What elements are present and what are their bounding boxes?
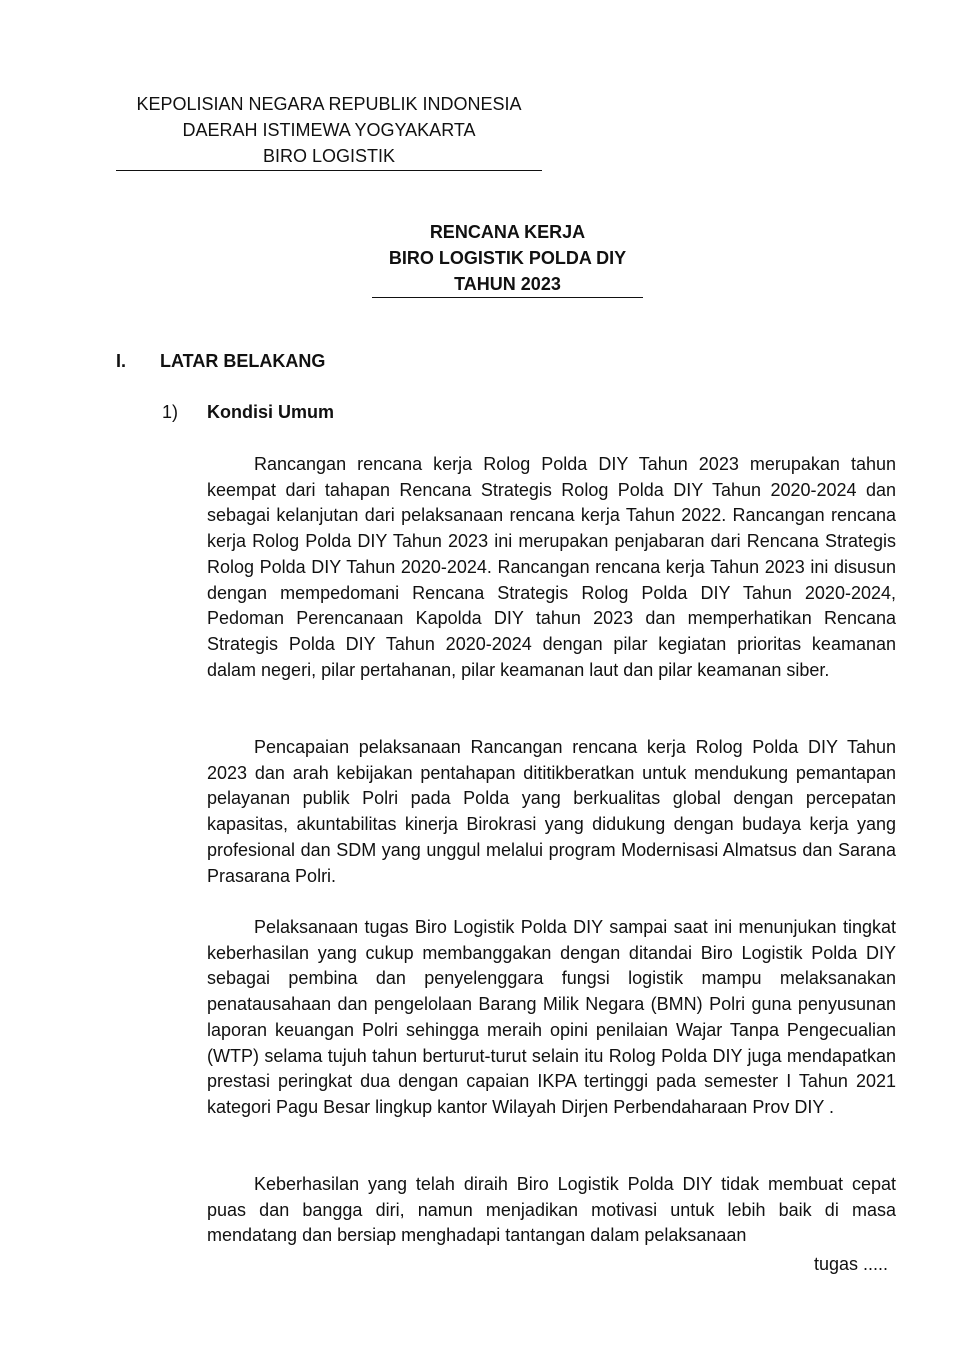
title-line-3: TAHUN 2023 bbox=[372, 271, 643, 298]
paragraph-3: Pelaksanaan tugas Biro Logistik Polda DIY sampai saat ini menunjukan tingkat keberhasilan yang cukup membanggakan dengan ditandai Biro Logistik Polda DIY sebagai pembina dan penyelenggara fungsi logistik mampu melaksanakan penatausahaan dan pengelolaan Barang Milik Negara (BMN) Polri guna penyusunan laporan keuangan Polri sehingga meraih opini penilaian Wajar Tanpa Pengecualian (WTP) selama tujuh tahun berturut-turut selain itu Rolog Polda DIY juga mendapatkan prestasi peringkat dua dengan capaian IKPA tertinggi pada semester I Tahun 2021 kategori Pagu Besar lingkup kantor Wilayah Dirjen Perbendaharaan Prov DIY . bbox=[207, 917, 896, 1117]
paragraph-1: Rancangan rencana kerja Rolog Polda DIY Tahun 2023 merupakan tahun keempat dari tahapan Rencana Strategis Rolog Polda DIY Tahun 2020-2024 dan sebagai kelanjutan dari pelaksanaan rencana kerja Tahun 2022. Rancangan rencana kerja Rolog Polda DIY Tahun 2023 ini merupakan penjabaran dari Rencana Strategis Rolog Polda DIY Tahun 2020-2024. Rancangan rencana kerja Tahun 2023 ini disusun dengan mempedomani Rencana Strategis Rolog Polda DIY Tahun 2020-2024, Pedoman Perencanaan Kapolda DIY tahun 2023 dan memperhatikan Rencana Strategis Polda DIY Tahun 2020-2024 dengan pilar kegiatan prioritas keamanan dalam negeri, pilar pertahanan, pilar keamanan laut dan pilar keamanan siber. bbox=[207, 454, 896, 680]
document-title bbox=[372, 219, 643, 298]
letterhead bbox=[116, 91, 542, 171]
paragraph-4: Keberhasilan yang telah diraih Biro Logistik Polda DIY tidak membuat cepat puas dan bangga diri, namun menjadikan motivasi untuk lebih baik di masa mendatang dan bersiap menghadapi tantangan dalam pelaksanaan bbox=[207, 1174, 896, 1246]
section-heading bbox=[116, 348, 325, 374]
paragraph-2: Pencapaian pelaksanaan Rancangan rencana kerja Rolog Polda DIY Tahun 2023 dan arah kebijakan pentahapan dititikberatkan untuk mendukung pemantapan pelayanan publik Polri pada Polda yang berkualitas global dengan percepatan kapasitas, akuntabilitas kinerja Birokrasi yang didukung dengan budaya kerja yang profesional dan SDM yang unggul melalui program Modernisasi Almatsus dan Sarana Prasarana Polri. bbox=[207, 737, 896, 886]
letterhead-line-3: BIRO LOGISTIK bbox=[116, 143, 542, 171]
title-line-2: BIRO LOGISTIK POLDA DIY bbox=[388, 248, 627, 268]
page-continuation: tugas ..... bbox=[813, 1254, 888, 1274]
section-number: I. bbox=[116, 351, 127, 371]
subsection-title: Kondisi Umum bbox=[207, 402, 335, 422]
section-title: LATAR BELAKANG bbox=[160, 351, 326, 371]
letterhead-line-2: DAERAH ISTIMEWA YOGYAKARTA bbox=[182, 120, 476, 140]
title-line-1: RENCANA KERJA bbox=[429, 222, 586, 242]
subsection-heading bbox=[162, 399, 334, 425]
letterhead-line-1: KEPOLISIAN NEGARA REPUBLIK INDONESIA bbox=[136, 94, 522, 114]
subsection-number: 1) bbox=[162, 402, 179, 422]
